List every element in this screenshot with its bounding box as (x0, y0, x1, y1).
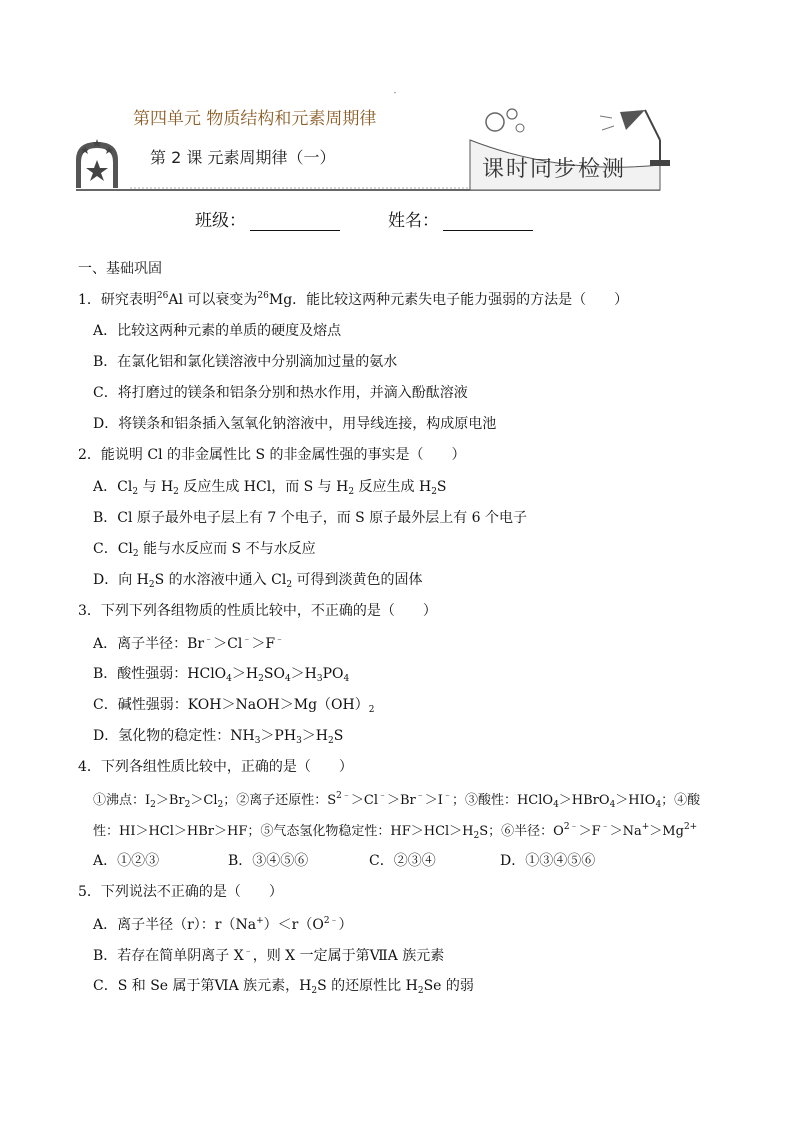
q4-option-b: B．③④⑤⑥ (228, 853, 309, 869)
class-line[interactable] (250, 214, 340, 231)
name-line[interactable] (443, 214, 533, 231)
q4-option-d: D．①③④⑤⑥ (500, 853, 596, 869)
q2-option-b: B．Cl 原子最外电子层上有 7 个电子，而 S 原子最外层上有 6 个电子 (93, 510, 528, 526)
q1-option-c: C．将打磨过的镁条和铝条分别和热水作用，并滴入酚酞溶液 (93, 385, 468, 401)
q4-option-a: A．①②③ (93, 853, 160, 869)
name-label: 姓名： (388, 211, 439, 231)
q2-option-a: A．$Cl_2$ 与 $H_2$ 反应生成 HCl，而 S 与 $H_2$ 反应生成 $H_2S$ (93, 479, 447, 497)
q3-option-c: C．碱性强弱：$KOH>NaOH>Mg(OH)_2$ (93, 697, 375, 715)
q1-option-b: B．在氯化铝和氯化镁溶液中分别滴加过量的氨水 (93, 354, 398, 370)
q5-option-c: C．S 和 Se 属于第ⅥA 族元素，$H_2S$ 的还原性比 $H_2Se$ 的弱 (93, 978, 474, 996)
q5-option-b: B．若存在简单阴离子 X﹣，则 X 一定属于第ⅦA 族元素 (93, 947, 445, 964)
question-1: 1．研究表明$^{26}$Al 可以衰变为$^{26}$Mg．能比较这两种元素失电子能力强弱的方法是（ ） (78, 291, 629, 308)
bubble-icon (486, 109, 524, 132)
question-4: 4．下列各组性质比较中，正确的是（ ） (78, 759, 353, 775)
lesson-title: 第 2 课 元素周期律（一） (150, 148, 336, 167)
question-5: 5．下列说法不正确的是（ ） (78, 884, 283, 900)
class-field[interactable] (195, 206, 340, 231)
q5-option-a: A．离子半径（r）：$r(Na^+)<r(O^{2﹣})$ (93, 916, 353, 933)
q4-statement-line-1: ①沸点：$I_2>Br_2>Cl_2$；②离子还原性：$S^{2﹣}>Cl^﹣>Br^﹣>I^﹣$；③酸性：$HClO_4>HBrO_4>HIO_4$；④酸 (93, 791, 701, 810)
q1-option-d: D．将镁条和铝条插入氢氧化钠溶液中，用导线连接，构成原电池 (93, 416, 497, 432)
question-3: 3．下列下列各组物质的性质比较中，不正确的是（ ） (78, 603, 437, 619)
q3-option-a: A．离子半径：Br﹣＞Cl﹣＞F﹣ (93, 635, 285, 652)
question-2: 2．能说明 Cl 的非金属性比 S 的非金属性强的事实是（ ） (78, 447, 466, 463)
name-field[interactable] (388, 206, 533, 231)
unit-title: 第四单元 物质结构和元素周期律 (133, 109, 377, 129)
q4-option-c: C．②③④ (369, 853, 436, 869)
header-decoration (0, 0, 793, 200)
q2-option-c: C．$Cl_2$ 能与水反应而 S 不与水反应 (93, 541, 316, 559)
q2-option-d: D．向 $H_2S$ 的水溶液中通入 $Cl_2$ 可得到淡黄色的固体 (93, 572, 423, 590)
q3-option-b: B．酸性强弱：$HClO_4>H_2SO_4>H_3PO_4$ (93, 666, 350, 684)
svg-text:-: - (393, 88, 397, 97)
q4-statement-line-2: 性：HI＞HCl＞HBr＞HF；⑤气态氢化物稳定性：$HF>HCl>H_2S$；⑥半径：$O^{2﹣}>F^﹣>Na^+>Mg^{2+}$ (93, 822, 698, 841)
section-title: 一、基础巩固 (78, 261, 162, 277)
badge-star-icon (76, 139, 118, 188)
check-label: 课时同步检测 (482, 157, 627, 182)
q1-option-a: A．比较这两种元素的单质的硬度及熔点 (93, 323, 342, 339)
class-label: 班级： (195, 211, 246, 231)
q3-option-d: D．氢化物的稳定性：$NH_3>PH_3>H_2S$ (93, 728, 344, 746)
